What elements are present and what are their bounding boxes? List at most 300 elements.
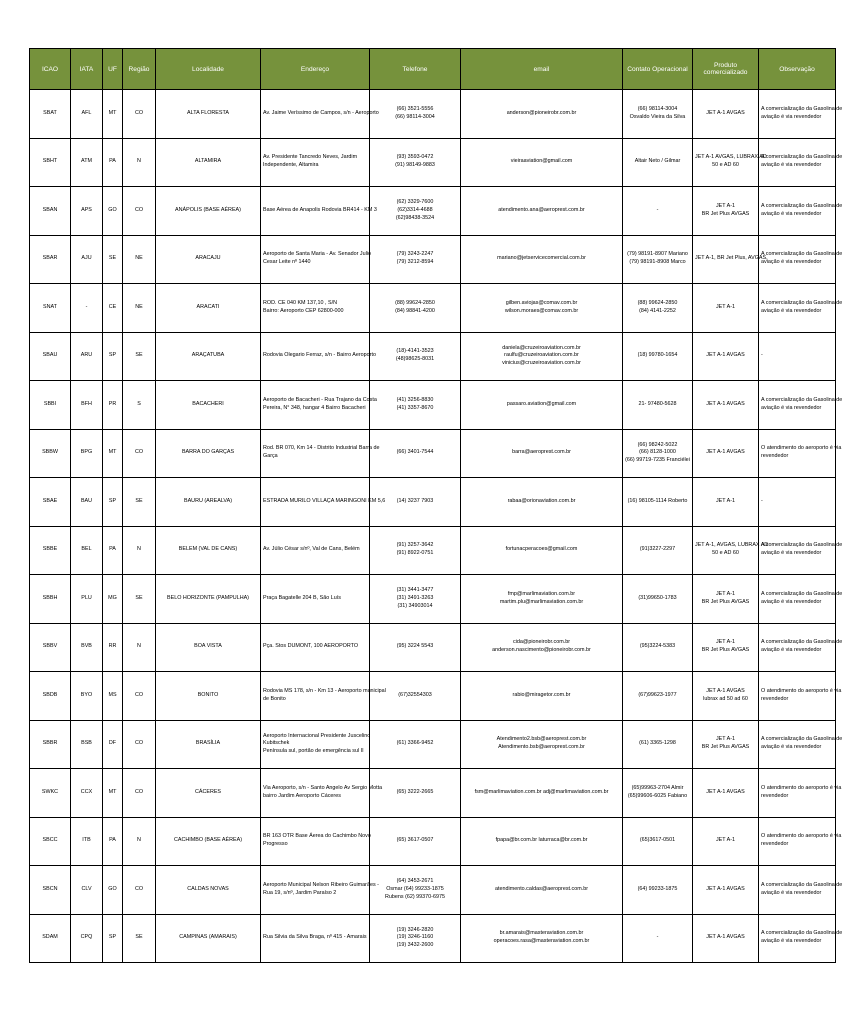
table-container — [29, 48, 842, 963]
produto-line: JET A-1 — [715, 837, 736, 844]
cell-telefone — [370, 138, 461, 187]
cell-observacao — [759, 138, 842, 187]
produto-line: 50 e AD 60 — [712, 550, 739, 557]
produto-line: JET A-1, BR Jet Plus, AVGAS, — [695, 255, 768, 262]
telefone-line: (19) 3246-1160 — [396, 934, 434, 941]
contato-line: (79) 98191-8908 Marco — [629, 259, 686, 266]
cell-localidade: ARACAJU — [156, 235, 261, 284]
cell-uf: CE — [103, 284, 123, 333]
cell-telefone — [370, 672, 461, 721]
col-header-regiao: Região — [123, 49, 156, 90]
cell-uf: PR — [103, 381, 123, 430]
cell-regiao: SE — [123, 478, 156, 527]
cell-contato — [623, 138, 693, 187]
telefone-line: (62) 3329-7600 — [396, 199, 434, 205]
col-header-icao: ICAO — [30, 49, 71, 90]
col-header-localidade: Localidade — [156, 49, 261, 90]
observacao-line: A comercialização da Gasolina de — [761, 930, 842, 937]
col-header-uf: UF — [103, 49, 123, 90]
telefone-line: (62)3314-4688 — [397, 206, 433, 213]
email-line: cida@pioneirobr.com.br — [512, 639, 570, 646]
contato-line: (61) 3365-1298 — [639, 740, 676, 747]
cell-contato — [623, 720, 693, 769]
observacao-line: aviação é via revendedor — [761, 744, 822, 751]
telefone-line: (91) 98149-9883 — [395, 162, 435, 169]
contato-line: (66) 98242-5022 — [637, 441, 678, 448]
endereco-line: Av. Presidente Tancredo Neves, Jardim — [263, 154, 358, 161]
observacao-line: revendedor — [761, 695, 789, 702]
observacao-line: - — [761, 497, 763, 504]
cell-email — [461, 235, 623, 284]
observacao-line: A comercialização da Gasolina de — [761, 590, 842, 597]
produto-line: BR Jet Plus AVGAS — [701, 598, 750, 605]
observacao-line: O atendimento do aeroporto é via — [761, 784, 842, 791]
telefone-line: (48)98625-8031 — [395, 356, 435, 363]
cell-endereco — [261, 90, 379, 139]
cell-email — [461, 672, 623, 721]
cell-produto — [693, 235, 768, 284]
cell-produto — [693, 381, 759, 430]
cell-produto — [693, 526, 769, 575]
telefone-line: (31) 3491-3263 — [396, 594, 434, 601]
col-header-iata: IATA — [71, 49, 103, 90]
email-line: atendimento.ana@aeroprest.com.br — [498, 206, 585, 213]
cell-telefone — [370, 332, 461, 381]
cell-contato — [623, 478, 693, 527]
cell-contato — [623, 284, 693, 333]
cell-telefone — [370, 381, 461, 430]
contato-line: (16) 98105-1114 Roberto — [627, 497, 688, 504]
cell-email — [461, 90, 623, 139]
telefone-line: (66) 3521-5556 — [396, 105, 434, 112]
observacao-line: A comercialização da Gasolina de — [761, 881, 842, 888]
cell-observacao — [759, 720, 842, 769]
cell-email — [461, 914, 623, 963]
cell-localidade: ALTAMIRA — [156, 138, 261, 187]
observacao-line: O atendimento do aeroporto é via — [761, 445, 842, 452]
contato-line: (88) 99624-2850 — [637, 299, 678, 306]
cell-contato — [623, 90, 693, 139]
cell-endereco — [261, 720, 370, 769]
cell-observacao — [759, 284, 842, 333]
email-line: fortunacperacoes@gmail.com — [505, 546, 578, 553]
cell-observacao — [759, 429, 842, 478]
cell-contato — [623, 575, 693, 624]
cell-endereco — [261, 332, 376, 381]
email-line: gilben.aviojas@comav.com.br — [505, 299, 578, 306]
cell-contato — [623, 429, 693, 478]
endereco-line: Av. Jaime Veríssimo de Campos, s/n - Aeroporto — [263, 109, 379, 116]
cell-icao: SNAT — [30, 284, 71, 333]
cell-observacao — [759, 672, 842, 721]
table-row — [30, 332, 836, 381]
cell-email — [461, 478, 623, 527]
contato-line: (84) 4141-2252 — [639, 307, 676, 314]
cell-telefone — [370, 284, 461, 333]
endereco-line: Rua Silvia da Silva Braga, nº 415 - Amarais — [263, 934, 367, 941]
cell-endereco — [261, 429, 380, 478]
table-row — [30, 623, 836, 672]
cell-uf: MT — [103, 769, 123, 818]
cell-uf: MS — [103, 672, 123, 721]
cell-telefone — [370, 769, 461, 818]
cell-telefone — [370, 914, 461, 963]
contato-line: (66) 98114-3004 — [637, 105, 678, 112]
cell-icao: SBBW — [30, 429, 71, 478]
header-row — [30, 49, 836, 90]
cell-localidade: CALDAS NOVAS — [156, 866, 261, 915]
cell-observacao — [759, 187, 842, 236]
endereco-line: Aeroporto de Santa Maria - Av. Senador Julio — [263, 251, 371, 258]
endereco-line: Pça. Stos DUMONT, 100 AEROPORTO — [263, 643, 359, 650]
cell-icao: SBAR — [30, 235, 71, 284]
cell-produto — [693, 623, 759, 672]
cell-uf: MG — [103, 575, 123, 624]
telefone-line: (91) 3257-3642 — [396, 542, 434, 549]
endereco-line: Bairro: Aeroporto CEP 62800-000 — [263, 307, 344, 314]
telefone-line: (18)-4141-3523 — [396, 348, 434, 355]
cell-contato — [623, 769, 693, 818]
telefone-line: (14) 3237 7903 — [396, 497, 434, 504]
endereco-line: Aeroporto de Bacacheri - Rua Trajano da Costa — [263, 396, 377, 403]
email-line: anderson@pioneirobr.com.br — [506, 109, 577, 116]
cell-email — [461, 332, 623, 381]
cell-localidade: ARAÇATUBA — [156, 332, 261, 381]
cell-localidade: ANÁPOLIS (BASE AÉREA) — [156, 187, 261, 236]
cell-produto — [693, 720, 759, 769]
observacao-line: revendedor — [761, 841, 789, 848]
cell-uf: GO — [103, 187, 123, 236]
cell-produto — [693, 914, 759, 963]
cell-localidade: BARRA DO GARÇAS — [156, 429, 261, 478]
cell-email — [461, 381, 623, 430]
cell-localidade: CÁCERES — [156, 769, 261, 818]
cell-iata: BPG — [71, 429, 103, 478]
produto-line: 50 e AD 60 — [712, 162, 739, 169]
email-line: atendimento.caldas@aeroprest.com.br — [495, 885, 588, 892]
cell-iata: CLV — [71, 866, 103, 915]
endereco-line: ROD. CE 040 KM 137,10 , S/N — [263, 299, 338, 306]
col-header-telefone: Telefone — [370, 49, 461, 90]
cell-email — [461, 187, 623, 236]
contato-line: (65)3617-0501 — [639, 837, 676, 844]
table-row — [30, 866, 836, 915]
cell-endereco — [261, 575, 370, 624]
cell-endereco — [261, 478, 386, 527]
cell-icao: SBBI — [30, 381, 71, 430]
cell-uf: SE — [103, 235, 123, 284]
cell-localidade: BACACHERI — [156, 381, 261, 430]
cell-iata: ARU — [71, 332, 103, 381]
cell-observacao — [759, 526, 842, 575]
cell-observacao — [759, 769, 842, 818]
cell-contato — [623, 187, 693, 236]
endereco-line: Praça Bagatelle 204 B, São Luís — [263, 594, 341, 601]
cell-regiao: CO — [123, 769, 156, 818]
col-header-email: email — [461, 49, 623, 90]
cell-observacao — [759, 90, 842, 139]
cell-icao: SBHT — [30, 138, 71, 187]
email-line: Atendimento2.bsb@aeroprest.com.br — [496, 736, 587, 743]
produto-line: JET A-1 AVGAS — [706, 109, 745, 116]
cell-iata: ITB — [71, 817, 103, 866]
cell-contato — [623, 817, 693, 866]
cell-iata: PLU — [71, 575, 103, 624]
telefone-line: (65) 3617-0507 — [396, 837, 434, 844]
cell-telefone — [370, 817, 461, 866]
cell-localidade: CAMPINAS (AMARAIS) — [156, 914, 261, 963]
cell-icao: SBDB — [30, 672, 71, 721]
observacao-line: aviação é via revendedor — [761, 307, 822, 314]
telefone-line: (62)98438-3524 — [395, 214, 435, 221]
cell-endereco — [261, 817, 370, 866]
cell-endereco — [261, 381, 377, 430]
email-line: operacoes.rasa@masteraviation.com.br — [493, 938, 590, 945]
cell-iata: BAU — [71, 478, 103, 527]
cell-iata: AFL — [71, 90, 103, 139]
email-line: passaro.aviation@gmail.com — [506, 400, 577, 407]
cell-regiao: CO — [123, 672, 156, 721]
cell-uf: MT — [103, 90, 123, 139]
email-line: vieiraaviation@gmail.com — [510, 158, 573, 165]
cell-email — [461, 284, 623, 333]
email-line: Atendimento.bsb@aeroprest.com.br — [498, 744, 585, 751]
cell-iata: BSB — [71, 720, 103, 769]
table-row — [30, 526, 836, 575]
contato-line: Osvaldo Vieira da Silva — [629, 113, 686, 120]
endereco-line: Via Aeroporto, s/n - Santo Angelo Av Sergio Motta — [263, 784, 383, 791]
observacao-line: A comercialização da Gasolina de — [761, 154, 842, 161]
telefone-line: (79) 3212-8594 — [396, 259, 434, 266]
cell-contato — [623, 526, 693, 575]
cell-iata: - — [71, 284, 103, 333]
cell-iata: BFH — [71, 381, 103, 430]
cell-localidade: BAURU (AREALVA) — [156, 478, 261, 527]
contato-line: - — [656, 934, 659, 941]
cell-email — [461, 623, 623, 672]
cell-icao: SBCN — [30, 866, 71, 915]
endereco-line: Pereira, N° 348, hangar 4 Bairro Bacacheri — [263, 404, 366, 411]
cell-email — [461, 769, 623, 818]
observacao-line: revendedor — [761, 792, 789, 799]
cell-regiao: CO — [123, 90, 156, 139]
cell-observacao — [759, 235, 842, 284]
cell-uf: SP — [103, 332, 123, 381]
telefone-line: (95) 3224 5543 — [396, 643, 434, 650]
cell-regiao: N — [123, 817, 156, 866]
cell-icao: SBCC — [30, 817, 71, 866]
email-line: fpapa@br.com.br laturraca@br.com.br — [495, 837, 588, 844]
endereco-line: Kubitschek — [263, 740, 290, 747]
endereco-line: Aeroporto Municipal Nelson Ribeiro Guimarães - — [263, 881, 379, 888]
cell-email — [461, 429, 623, 478]
contato-line: (18) 99780-1654 — [637, 352, 678, 359]
cell-contato — [623, 914, 693, 963]
telefone-line: (65) 3222-2665 — [396, 788, 434, 795]
produto-line: JET A-1 AVGAS — [706, 449, 745, 456]
cell-observacao — [759, 332, 836, 381]
col-header-endereco: Endereço — [261, 49, 370, 90]
endereco-line: Base Aérea de Anapolis Rodovia BR414 - KM 3 — [263, 206, 377, 213]
cell-iata: ATM — [71, 138, 103, 187]
cell-observacao — [759, 817, 842, 866]
table-row — [30, 720, 836, 769]
email-line: martim.plu@marlimaviation.com.br — [499, 598, 584, 605]
endereco-line: bairro Jardim Aeroporto Cáceres — [263, 792, 341, 799]
produto-line: JET A-1 AVGAS — [706, 885, 745, 892]
email-line: wilson.moraes@comav.com.br — [504, 307, 579, 314]
cell-produto — [693, 817, 759, 866]
observacao-line: A comercialização da Gasolina de — [761, 105, 842, 112]
cell-produto — [693, 866, 759, 915]
table-row — [30, 284, 836, 333]
produto-line: BR Jet Plus AVGAS — [701, 647, 750, 654]
cell-localidade: BELEM (VAL DE CANS) — [156, 526, 261, 575]
telefone-line: (41) 3256-8830 — [396, 396, 434, 403]
produto-line: JET A-1 AVGAS, LUBRAX AD — [695, 154, 767, 161]
produto-line: JET A-1 AVGAS — [706, 934, 745, 941]
produto-line: JET A-1 — [715, 303, 736, 310]
cell-email — [461, 817, 623, 866]
observacao-line: A comercialização da Gasolina de — [761, 542, 842, 549]
cell-observacao — [759, 866, 842, 915]
endereco-line: Aeroporto Internacional Presidente Juscelino — [263, 732, 371, 739]
email-line: raulfu@cruzeiroaviation.com.br — [504, 352, 579, 359]
cell-icao: SBAE — [30, 478, 71, 527]
cell-endereco — [261, 672, 386, 721]
telefone-line: (84) 98841-4200 — [395, 307, 435, 314]
cell-telefone — [370, 720, 461, 769]
produto-line: JET A-1 AVGAS — [706, 400, 745, 407]
cell-regiao: CO — [123, 720, 156, 769]
observacao-line: O atendimento do aeroporto é via — [761, 833, 842, 840]
cell-iata: CCX — [71, 769, 103, 818]
produto-line: lubrax ad 50 ad 60 — [703, 695, 748, 702]
email-line: barra@aeroprest.com.br — [512, 449, 571, 456]
cell-produto — [693, 429, 759, 478]
cell-contato — [623, 381, 693, 430]
observacao-line: aviação é via revendedor — [761, 598, 822, 605]
cell-regiao: CO — [123, 429, 156, 478]
telefone-line: (19) 3432-2600 — [396, 942, 434, 949]
contato-line: (67)99623-1977 — [638, 691, 677, 698]
cell-uf: SP — [103, 478, 123, 527]
observacao-line: aviação é via revendedor — [761, 259, 822, 266]
table-row — [30, 914, 836, 963]
cell-regiao: SE — [123, 914, 156, 963]
cell-iata: BYO — [71, 672, 103, 721]
observacao-line: aviação é via revendedor — [761, 404, 822, 411]
email-line: br.amarais@masteraviation.com.br — [499, 930, 584, 937]
cell-icao: SBBV — [30, 623, 71, 672]
observacao-line: - — [761, 352, 763, 359]
cell-contato — [623, 672, 693, 721]
endereco-line: Rod. BR 070, Km 14 - Distrito Industrial Barra de — [263, 445, 380, 452]
contato-line: (65)99606-6025 Fabiano — [627, 792, 688, 799]
table-row — [30, 575, 836, 624]
telefone-line: Rubens (62) 99370-6975 — [385, 893, 445, 900]
cell-contato — [623, 332, 693, 381]
table-row — [30, 672, 836, 721]
observacao-line: aviação é via revendedor — [761, 647, 822, 654]
cell-localidade: CACHIMBO (BASE AÉREA) — [156, 817, 261, 866]
cell-observacao — [759, 478, 836, 527]
telefone-line: (31) 34903014 — [397, 602, 433, 609]
endereco-line: Península sul, portão de emergência sul II — [263, 748, 364, 755]
table-row — [30, 381, 836, 430]
endereco-line: de Bonito — [263, 695, 286, 702]
email-line: anderson.nascimento@pioneirobr.com.br — [492, 647, 591, 654]
cell-produto — [693, 332, 759, 381]
table-body — [30, 90, 842, 963]
cell-endereco — [261, 866, 379, 915]
cell-email — [461, 866, 623, 915]
cell-localidade: BONITO — [156, 672, 261, 721]
cell-produto — [693, 478, 759, 527]
cell-regiao: CO — [123, 187, 156, 236]
contato-line: - — [656, 206, 659, 213]
table-row — [30, 478, 836, 527]
cell-produto — [693, 769, 759, 818]
cell-observacao — [759, 575, 842, 624]
contato-line: (64) 99233-1875 — [637, 885, 678, 892]
cell-contato — [623, 623, 693, 672]
endereco-line: Rodovia Olegario Ferraz, s/n - Bairro Aeroporto — [263, 352, 376, 359]
cell-endereco — [261, 914, 370, 963]
produto-line: JET A-1 — [715, 202, 736, 209]
cell-regiao: N — [123, 138, 156, 187]
contato-line: (66) 8128-1000 — [639, 449, 676, 456]
cell-telefone — [370, 429, 461, 478]
table-row — [30, 187, 836, 236]
cell-iata: BEL — [71, 526, 103, 575]
observacao-line: A comercialização da Gasolina de — [761, 202, 842, 209]
cell-localidade: ALTA FLORESTA — [156, 90, 261, 139]
table-row — [30, 429, 836, 478]
table-row — [30, 235, 836, 284]
cell-email — [461, 575, 623, 624]
produto-line: JET A-1 AVGAS — [706, 687, 745, 694]
email-line: rabaa@orionaviation.com.br — [507, 497, 576, 504]
endereco-line: Progresso — [263, 841, 288, 848]
produto-line: BR Jet Plus AVGAS — [701, 744, 750, 751]
col-header-observacao: Observação — [759, 49, 836, 90]
cell-regiao: S — [123, 381, 156, 430]
telefone-line: (61) 3366-9452 — [396, 740, 434, 747]
cell-observacao — [759, 914, 842, 963]
telefone-line: (88) 99624-2850 — [395, 299, 435, 306]
contato-line: (65)99963-2704 Almir — [631, 784, 684, 791]
produto-line: JET A-1 — [715, 497, 736, 504]
telefone-line: (91) 8922-0751 — [396, 550, 434, 557]
cell-endereco — [261, 623, 370, 672]
observacao-line: aviação é via revendedor — [761, 550, 822, 557]
telefone-line: Osmar (64) 99233-1875 — [386, 885, 444, 892]
contato-line: (66) 99719-7235 Franciélei — [625, 457, 690, 464]
cell-email — [461, 138, 623, 187]
email-line: rabio@miragetor.com.br — [512, 691, 571, 698]
email-line: daniela@cruzeiroaviation.com.br — [502, 344, 581, 351]
cell-icao: SBAN — [30, 187, 71, 236]
cell-iata: AJU — [71, 235, 103, 284]
cell-icao: SBBH — [30, 575, 71, 624]
cell-regiao: CO — [123, 866, 156, 915]
cell-uf: PA — [103, 817, 123, 866]
cell-icao: SWKC — [30, 769, 71, 818]
observacao-line: revendedor — [761, 453, 789, 460]
cell-contato — [623, 866, 693, 915]
cell-endereco — [261, 284, 370, 333]
